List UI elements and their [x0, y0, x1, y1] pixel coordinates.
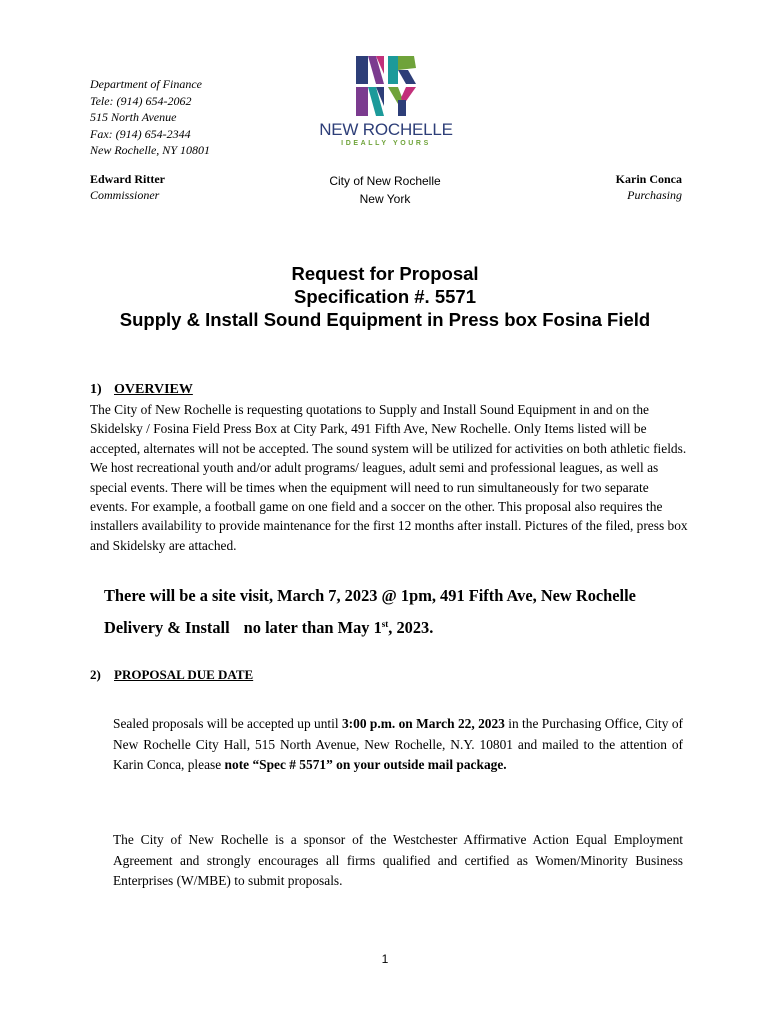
section-2-label: PROPOSAL DUE DATE	[114, 667, 254, 682]
commissioner-block	[90, 172, 165, 203]
nrny-monogram-icon	[318, 54, 454, 118]
page-number: 1	[381, 952, 389, 966]
commissioner-name: Edward Ritter	[90, 172, 165, 186]
purchasing-block	[616, 172, 682, 203]
due-date-paragraph	[113, 714, 683, 776]
commissioner-role: Commissioner	[90, 187, 160, 202]
department-phone: Tele: (914) 654-2062	[90, 93, 192, 108]
city-name: City of New Rochelle	[329, 174, 441, 188]
purchasing-name: Karin Conca	[615, 172, 682, 186]
section-2-number: 2)	[90, 667, 101, 682]
section-1-heading	[90, 382, 193, 398]
title-line-1: Request for Proposal	[291, 263, 479, 284]
due-date-text-a: Sealed proposals will be accepted up until	[113, 716, 342, 731]
delivery-date: no later than May 1	[243, 618, 382, 637]
delivery-year: , 2023.	[388, 618, 434, 637]
title-line-2: Specification #. 5571	[293, 286, 476, 307]
city-block	[320, 172, 450, 208]
title-line-3: Supply & Install Sound Equipment in Press box Fosina Field	[119, 309, 651, 330]
document-title	[0, 262, 770, 331]
section-2-heading	[90, 667, 253, 683]
due-date-text-c: in the Purchasing Office, City of New Rochelle City Hall, 515 North Avenue, New Rochelle, N.Y. 10801 and mailed to the attention of Karin Conca, please	[113, 716, 683, 773]
department-city: New Rochelle, NY 10801	[90, 143, 210, 158]
state-name: New York	[359, 192, 411, 206]
site-visit-notice: There will be a site visit, March 7, 2023 @ 1pm, 491 Fifth Ave, New Rochelle	[104, 586, 636, 605]
overview-paragraph: The City of New Rochelle is requesting quotations to Supply and Install Sound Equipment in and on the Skidelsky / Fosina Field Press Box at City Park, 491 Fifth Ave, New Rochelle. Only Items listed will be accepted, alternates will not be accepted. The sound system will be utilized for activities on both athletic fields. We host recreational youth and/or adult programs/ leagues, adult semi and professional leagues, as well as special events. There will be times when the equipment will need to run simultaneously for two separate events. For example, a football game on one field and a soccer on the other. This proposal also requires the installers availability to provide maintenance for the first 12 months after install. Pictures of the filed, press box and Skidelsky are attached.	[90, 402, 688, 553]
due-date-deadline: 3:00 p.m. on March 22, 2023	[341, 716, 505, 731]
department-address: 515 North Avenue	[90, 110, 177, 125]
delivery-notice	[104, 618, 433, 638]
delivery-date-suffix: st	[381, 619, 389, 629]
section-1-label: OVERVIEW	[114, 382, 193, 397]
purchasing-role: Purchasing	[627, 187, 682, 202]
logo-wordmark: NEW ROCHELLE	[319, 120, 453, 139]
logo-tagline: IDEALLY YOURS	[341, 140, 431, 147]
department-address-block	[90, 76, 210, 159]
delivery-label: Delivery & Install	[104, 618, 230, 637]
new-rochelle-logo	[318, 54, 454, 150]
department-name: Department of Finance	[90, 77, 202, 91]
department-fax: Fax: (914) 654-2344	[90, 126, 191, 141]
section-1-number: 1)	[90, 382, 102, 397]
affirmative-action-paragraph: The City of New Rochelle is a sponsor of the Westchester Affirmative Action Equal Employment Agreement and strongly encourages all firms qualified and certified as Women/Minority Business Enterprises (W/MBE) to submit proposals.	[113, 832, 683, 889]
due-date-spec-note: note “Spec # 5571” on your outside mail package.	[224, 757, 507, 773]
